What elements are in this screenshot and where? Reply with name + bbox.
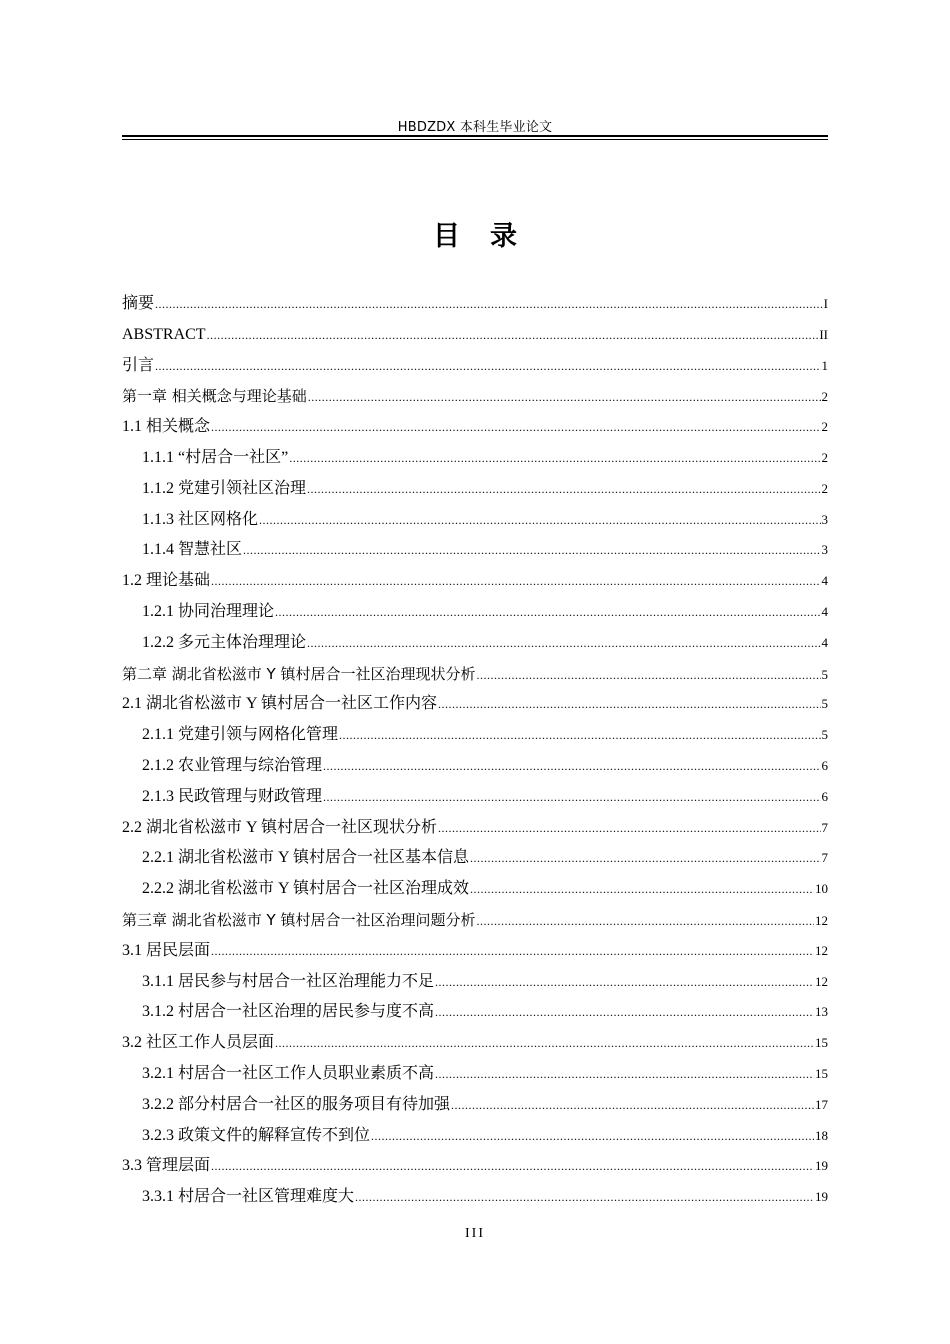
toc-dot-leader [371,1121,814,1152]
table-of-contents [122,289,828,1213]
toc-entry-title: ABSTRACT [122,325,206,343]
toc-entry-page: II [819,326,828,342]
toc-entry-page: 6 [821,757,828,773]
toc-dot-leader [275,1028,814,1059]
running-header: HBDZDX 本科生毕业论文 [397,120,553,135]
toc-entry-title: 2.2.2 湖北省松滋市 Y 镇村居合一社区治理成效 [142,880,469,898]
toc-entry-title: 1.2.2 多元主体治理理论 [142,633,307,651]
toc-entry-page: 2 [821,419,828,435]
toc-entry[interactable] [122,505,828,536]
toc-dot-leader [211,566,820,597]
toc-dot-leader [355,1182,814,1213]
toc-entry-page: 4 [821,603,828,619]
toc-entry[interactable] [122,936,828,967]
toc-dot-leader [438,689,821,720]
toc-entry-title: 3.1.1 居民参与村居合一社区治理能力不足 [142,972,435,990]
toc-entry-page: 12 [815,912,828,928]
toc-entry-title: 3.1 居民层面 [122,941,211,959]
toc-entry-title: 3.2.1 村居合一社区工作人员职业素质不高 [142,1064,435,1082]
toc-entry-page: 19 [815,1189,828,1205]
toc-entry[interactable] [122,443,828,474]
toc-entry[interactable] [122,843,828,874]
toc-entry[interactable] [122,597,828,628]
toc-entry-title: 3.3 管理层面 [122,1157,211,1175]
toc-entry-title: 第一章 相关概念与理论基础 [122,387,307,406]
toc-dot-leader [211,1151,814,1182]
toc-entry-page: 18 [815,1127,828,1143]
toc-dot-leader [243,535,820,566]
toc-entry-title: 3.2 社区工作人员层面 [122,1034,275,1052]
toc-entry-page: 15 [815,1035,828,1051]
toc-dot-leader [323,751,820,782]
toc-entry-title: 2.1.2 农业管理与综治管理 [142,756,323,774]
toc-entry[interactable] [122,1121,828,1152]
toc-entry-page: 4 [821,573,828,589]
toc-dot-leader [155,351,820,382]
toc-entry[interactable] [122,689,828,720]
toc-entry-page: 15 [815,1065,828,1081]
toc-dot-leader [211,412,820,443]
toc-entry-title: 1.1.1 “村居合一社区” [142,448,289,466]
header-rule-thin [122,139,828,140]
toc-entry[interactable] [122,1028,828,1059]
toc-entry[interactable] [122,967,828,998]
toc-entry-page: 1 [821,357,828,373]
toc-entry[interactable] [122,351,828,382]
toc-entry-title: 1.1.3 社区网格化 [142,510,259,528]
toc-entry-page: 12 [815,942,828,958]
toc-entry-title: 3.3.1 村居合一社区管理难度大 [142,1188,355,1206]
toc-entry-title: 2.2 湖北省松滋市 Y 镇村居合一社区现状分析 [122,818,437,836]
toc-dot-leader [155,289,823,320]
toc-entry-page: 3 [821,511,828,527]
toc-entry[interactable] [122,874,828,905]
toc-entry-title: 3.1.2 村居合一社区治理的居民参与度不高 [142,1003,435,1021]
toc-entry-title: 1.2.1 协同治理理论 [142,602,275,620]
toc-dot-leader [470,874,814,905]
toc-dot-leader [259,505,820,536]
toc-entry-page: 19 [815,1158,828,1174]
toc-entry-page: 5 [821,696,828,712]
toc-entry-title: 1.2 理论基础 [122,572,211,590]
toc-entry-title: 第二章 湖北省松滋市 Y 镇村居合一社区治理现状分析 [122,664,476,683]
toc-entry[interactable] [122,412,828,443]
toc-dot-leader [476,906,814,937]
toc-entry-page: 17 [815,1096,828,1112]
toc-entry[interactable] [122,997,828,1028]
toc-dot-leader [438,813,821,844]
toc-dot-leader [451,1090,814,1121]
toc-title: 目录 [433,221,547,252]
toc-entry-page: 2 [821,480,828,496]
toc-entry[interactable] [122,289,828,320]
toc-entry-title: 第三章 湖北省松滋市 Y 镇村居合一社区治理问题分析 [122,910,476,929]
toc-dot-leader [307,474,820,505]
toc-entry-title: 3.2.2 部分村居合一社区的服务项目有待加强 [142,1095,451,1113]
toc-entry[interactable] [122,1182,828,1213]
toc-dot-leader [211,936,814,967]
toc-dot-leader [476,660,820,691]
toc-entry-page: 5 [821,666,828,682]
toc-entry[interactable] [122,1090,828,1121]
toc-entry-page: 7 [821,850,828,866]
toc-entry-page: I [823,296,828,311]
toc-entry[interactable] [122,751,828,782]
page-number: III [465,1226,485,1241]
toc-entry[interactable] [122,381,828,412]
toc-entry-page: 3 [821,542,828,558]
toc-entry-title: 3.2.3 政策文件的解释宣传不到位 [142,1126,371,1144]
toc-entry-page: 2 [821,389,828,405]
toc-entry[interactable] [122,628,828,659]
toc-entry-title: 摘要 [122,295,155,312]
toc-dot-leader [275,597,820,628]
toc-entry-title: 2.1.1 党建引领与网格化管理 [142,726,339,744]
toc-entry[interactable] [122,720,828,751]
toc-dot-leader [470,843,821,874]
toc-entry-title: 1.1.4 智慧社区 [142,541,243,559]
toc-entry[interactable] [122,905,828,936]
header-rule [122,135,828,137]
toc-entry-page: 2 [821,449,828,465]
toc-entry[interactable] [122,782,828,813]
toc-entry[interactable] [122,320,828,351]
toc-dot-leader [323,782,820,813]
toc-entry-page: 5 [821,727,828,743]
toc-entry[interactable] [122,474,828,505]
toc-dot-leader [307,628,820,659]
toc-entry[interactable] [122,1151,828,1182]
toc-entry-page: 4 [821,634,828,650]
toc-dot-leader [435,967,814,998]
toc-entry[interactable] [122,659,828,690]
toc-entry-title: 引言 [122,356,155,374]
toc-entry-title: 2.1.3 民政管理与财政管理 [142,787,323,805]
toc-entry-page: 12 [815,973,828,989]
toc-dot-leader [308,382,821,413]
toc-entry[interactable] [122,566,828,597]
toc-entry-title: 2.2.1 湖北省松滋市 Y 镇村居合一社区基本信息 [142,849,469,867]
toc-entry-title: 2.1 湖北省松滋市 Y 镇村居合一社区工作内容 [122,695,437,713]
toc-entry-page: 13 [815,1004,828,1020]
toc-dot-leader [435,1059,814,1090]
toc-dot-leader [435,997,814,1028]
toc-entry[interactable] [122,535,828,566]
toc-entry[interactable] [122,813,828,844]
toc-entry[interactable] [122,1059,828,1090]
toc-entry-page: 10 [815,881,828,897]
toc-dot-leader [339,720,820,751]
toc-dot-leader [289,443,820,474]
toc-dot-leader [207,320,819,351]
toc-entry-title: 1.1 相关概念 [122,418,211,436]
toc-entry-title: 1.1.2 党建引领社区治理 [142,479,307,497]
toc-entry-page: 6 [821,788,828,804]
toc-entry-page: 7 [821,819,828,835]
